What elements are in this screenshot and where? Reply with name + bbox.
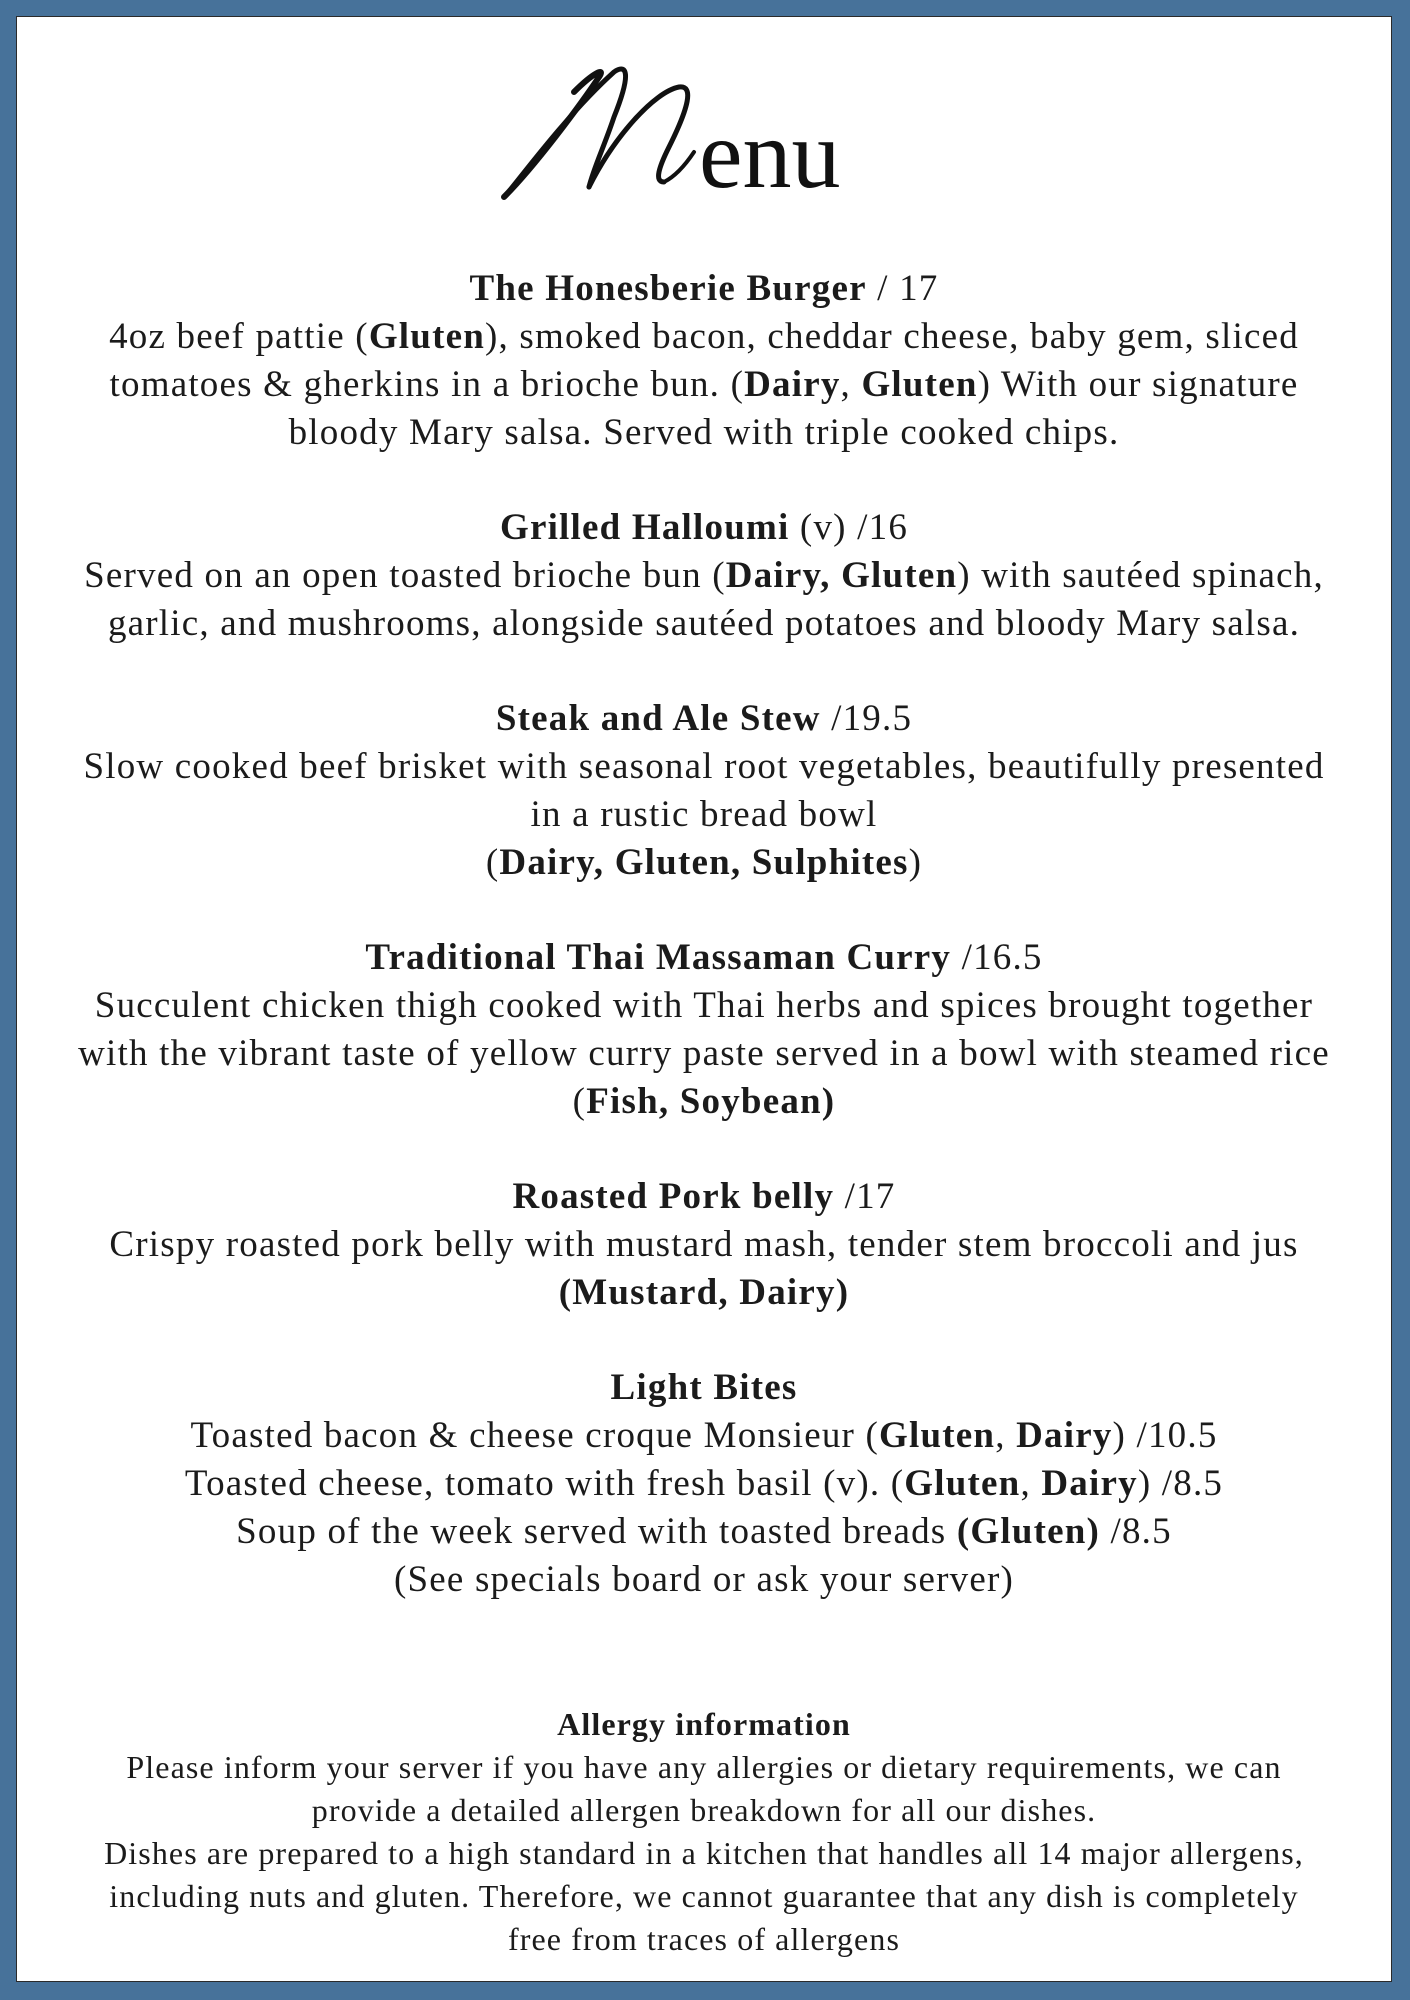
menu-item-description-line	[37, 1078, 1371, 1126]
description-text: Succulent chicken thigh cooked with Thai herbs and spices brought together	[94, 985, 1314, 1026]
allergen-text: Gluten	[368, 316, 485, 357]
description-text: ,	[995, 1415, 1017, 1456]
allergy-line: Please inform your server if you have any allergies or dietary requirements, we can	[126, 1749, 1282, 1785]
menu-item-heading	[37, 265, 1371, 313]
menu-item-price: /16	[857, 507, 909, 548]
description-text: garlic, and mushrooms, alongside sautéed potatoes and bloody Mary salsa.	[107, 603, 1301, 644]
menu-item	[37, 695, 1371, 887]
menu-item-price: /16.5	[951, 937, 1043, 978]
allergen-text: Dairy	[744, 364, 841, 405]
allergen-text: Fish, Soybean)	[586, 1081, 836, 1122]
menu-item-price: /17	[834, 1176, 896, 1217]
menu-item-description-line	[37, 1412, 1371, 1460]
menu-title-text: enu	[699, 101, 841, 209]
menu-item-heading	[37, 1364, 1371, 1412]
description-text: ) /8.5	[1137, 1463, 1224, 1504]
description-text: ) With our signature	[977, 364, 1299, 405]
allergen-text: (Mustard, Dairy)	[558, 1272, 850, 1313]
description-text: in a rustic bread bowl	[530, 794, 878, 835]
allergy-line: including nuts and gluten. Therefore, we cannot guarantee that any dish is completely	[109, 1878, 1299, 1914]
menu-item	[37, 265, 1371, 457]
menu-item-description-line	[37, 552, 1371, 600]
menu-item-heading	[37, 695, 1371, 743]
description-text: Served on an open toasted brioche bun (	[84, 555, 726, 596]
allergy-text	[37, 1746, 1371, 1961]
description-text: (	[485, 842, 500, 883]
allergen-text: (Gluten)	[956, 1511, 1101, 1552]
allergy-title: Allergy information	[557, 1706, 851, 1742]
description-text: ,	[840, 364, 862, 405]
menu-item-name: Grilled Halloumi	[499, 507, 790, 548]
menu-item-description-line	[37, 1221, 1371, 1269]
description-text: Toasted bacon & cheese croque Monsieur (	[190, 1415, 880, 1456]
description-text: ), smoked bacon, cheddar cheese, baby gem, sliced	[485, 316, 1299, 357]
menu-item-price: / 17	[866, 268, 939, 309]
allergy-line: Dishes are prepared to a high standard in a kitchen that handles all 14 major allergens,	[104, 1835, 1304, 1871]
menu-items	[37, 265, 1371, 1651]
menu-item-description-line	[37, 1556, 1371, 1604]
description-text: tomatoes & gherkins in a brioche bun. (	[109, 364, 745, 405]
menu-item-heading	[37, 504, 1371, 552]
description-text: (See specials board or ask your server)	[393, 1559, 1015, 1600]
allergen-text: Gluten	[904, 1463, 1021, 1504]
description-text: )	[908, 842, 923, 883]
menu-item	[37, 504, 1371, 648]
menu-item-description-line	[37, 982, 1371, 1030]
menu-item-name: The Honesberie Burger	[469, 268, 867, 309]
menu-item	[37, 934, 1371, 1126]
allergy-line: provide a detailed allergen breakdown for all our dishes.	[311, 1792, 1097, 1828]
description-text: Soup of the week served with toasted breads	[236, 1511, 957, 1552]
menu-item-description-line	[37, 600, 1371, 648]
allergen-text: Gluten	[879, 1415, 996, 1456]
menu-item-description-line	[37, 839, 1371, 887]
allergen-text: Dairy, Gluten, Sulphites	[499, 842, 909, 883]
description-text: Slow cooked beef brisket with seasonal root vegetables, beautifully presented	[83, 746, 1325, 787]
description-text: (	[572, 1081, 587, 1122]
menu-item-name: Roasted Pork belly	[512, 1176, 835, 1217]
menu-item-name: Steak and Ale Stew	[495, 698, 821, 739]
menu-item	[37, 1364, 1371, 1604]
menu-item-name: Light Bites	[610, 1367, 798, 1408]
description-text: ) with sautéed spinach,	[957, 555, 1324, 596]
allergen-text: Dairy	[1016, 1415, 1113, 1456]
menu-item-description-line	[37, 313, 1371, 361]
description-text: bloody Mary salsa. Served with triple cooked chips.	[288, 412, 1120, 453]
menu-item	[37, 1173, 1371, 1317]
menu-item-description-line	[37, 743, 1371, 791]
description-text: with the vibrant taste of yellow curry paste served in a bowl with steamed rice	[78, 1033, 1330, 1074]
menu-item-name: Traditional Thai Massaman Curry	[365, 937, 952, 978]
menu-item-heading	[37, 1173, 1371, 1221]
menu-item-description-line	[37, 1030, 1371, 1078]
description-text: ) /10.5	[1112, 1415, 1218, 1456]
allergy-line: free from traces of allergens	[507, 1921, 900, 1957]
description-text: /8.5	[1100, 1511, 1172, 1552]
description-text: Crispy roasted pork belly with mustard mash, tender stem broccoli and jus	[109, 1224, 1299, 1265]
menu-item-heading	[37, 934, 1371, 982]
allergen-text: Dairy, Gluten	[725, 555, 958, 596]
menu-item-description-line	[37, 361, 1371, 409]
description-text: 4oz beef pattie (	[109, 316, 369, 357]
menu-item-description-line	[37, 1460, 1371, 1508]
menu-item-price: /19.5	[820, 698, 913, 739]
menu-item-tag: (v)	[789, 507, 858, 548]
menu-item-description-line	[37, 1508, 1371, 1556]
allergen-text: Gluten	[861, 364, 978, 405]
description-text: ,	[1020, 1463, 1042, 1504]
menu-item-description-line	[37, 1269, 1371, 1317]
allergen-text: Dairy	[1041, 1463, 1138, 1504]
menu-title-lettering	[494, 47, 914, 237]
menu-item-description-line	[37, 791, 1371, 839]
description-text: Toasted cheese, tomato with fresh basil (v). (	[184, 1463, 905, 1504]
menu-title	[17, 47, 1391, 237]
menu-item-description-line	[37, 409, 1371, 457]
allergy-section	[37, 1702, 1371, 1961]
menu-page	[16, 16, 1392, 1982]
